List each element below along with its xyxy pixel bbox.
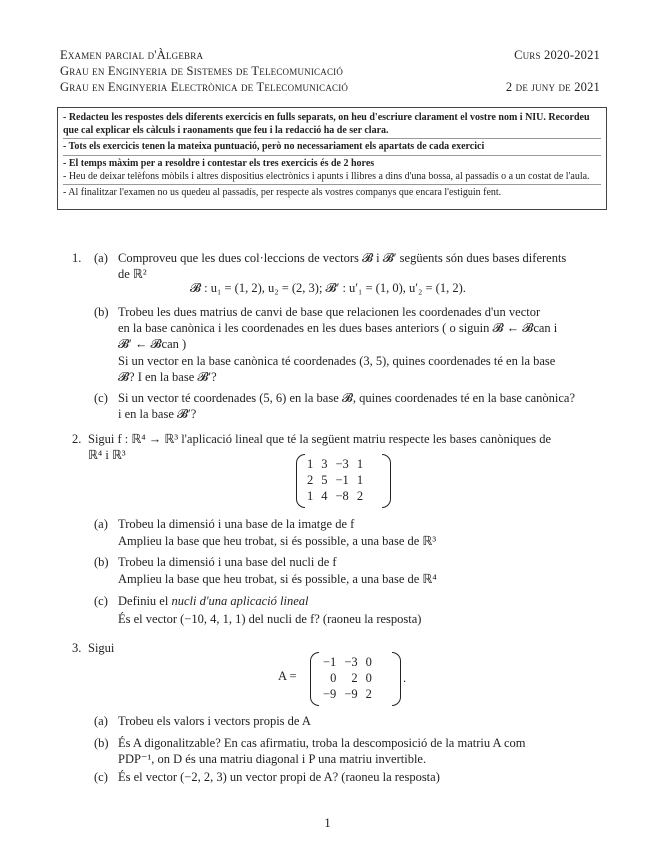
ex2-intro-line1: Sigui f : ℝ⁴ → ℝ³ l'aplicació lineal que té la següent matriu respecte les bases canòniques de xyxy=(88,432,552,446)
matrix-cell: 1 xyxy=(307,489,314,503)
ex1-number: 1. xyxy=(72,251,82,265)
matrix-cell: 2 xyxy=(356,489,364,503)
ex2-matrix-row xyxy=(303,456,367,472)
ex1-a-line1: Comproveu que les dues col·leccions de vectors 𝓑 i 𝓑′ següents són dues bases diferents xyxy=(118,251,567,265)
ex2-c-line2: És el vector (−10, 4, 1, 1) del nucli de f? (raoneu la resposta) xyxy=(118,612,422,626)
matrix-cell: −1 xyxy=(323,655,337,669)
matrix-cell: 0 xyxy=(365,655,372,669)
ex3-period: . xyxy=(403,671,407,685)
ex1-bases-formula: 𝓑 : u₁ = (1, 2), u₂ = (2, 3); 𝓑′ : u′₁ = (1, 0), u′₂ = (1, 2). xyxy=(190,281,466,295)
instruction-1: - Redacteu les respostes dels diferents exercicis en fulls separats, on heu d'escriure clarament el vostre nom i NIU. Recordeu que cal explicar els càlculs i raonaments que feu i la redacció ha de ser clara. xyxy=(63,112,590,137)
matrix-cell: −9 xyxy=(323,687,337,701)
matrix-cell: 0 xyxy=(330,671,337,685)
matrix-cell: −9 xyxy=(344,687,358,701)
matrix-cell: 2 xyxy=(365,687,372,701)
matrix-cell: 2 xyxy=(351,671,358,685)
matrix-cell: 0 xyxy=(365,671,372,685)
ex2-c-label: (c) xyxy=(94,594,108,608)
ex1-c-line1: Si un vector té coordenades (5, 6) en la base 𝓑, quines coordenades té en la base canònica? xyxy=(118,391,576,405)
ex2-b-line2: Amplieu la base que heu trobat, si és possible, a una base de ℝ⁴ xyxy=(118,572,437,586)
ex2-matrix-row xyxy=(303,472,367,488)
ex2-b-line1: Trobeu la dimensió i una base del nucli de f xyxy=(118,555,337,569)
ex3-matrix-right-bracket xyxy=(392,652,401,706)
ex1-b-line3: 𝓑′ ← 𝓑can ) xyxy=(118,337,187,351)
ex2-a-label: (a) xyxy=(94,517,108,531)
matrix-cell: 4 xyxy=(321,489,328,503)
ex1-b-label: (b) xyxy=(94,305,109,319)
ex2-c-line1 xyxy=(118,593,309,609)
ex3-matrix xyxy=(319,654,376,702)
matrix-cell: 1 xyxy=(356,473,364,487)
ex1-b-line4: Si un vector en la base canònica té coordenades (3, 5), quines coordenades té en la base xyxy=(118,354,556,368)
ex2-a-line1: Trobeu la dimensió i una base de la imatge de f xyxy=(118,517,355,531)
ex2-a-line2: Amplieu la base que heu trobat, si és possible, a una base de ℝ³ xyxy=(118,534,437,548)
ex3-b-line2: PDP⁻¹, on D és una matriu diagonal i P una matriu invertible. xyxy=(118,752,427,766)
instruction-5: - Al finalitzar l'examen no us quedeu al passadís, per respecte als vostres companys que encara l'estiguin fent. xyxy=(63,187,502,199)
ex3-b-line1: És A digonalitzable? En cas afirmatiu, troba la descomposició de la matriu A com xyxy=(118,736,526,750)
exam-date: 2 de juny de 2021 xyxy=(505,80,600,94)
course-year: Curs 2020-2021 xyxy=(514,48,600,62)
instructions-box xyxy=(57,107,607,210)
ex3-a-line1: Trobeu els valors i vectors propis de A xyxy=(118,714,311,728)
ex3-intro: Sigui xyxy=(88,641,115,655)
matrix-cell: 3 xyxy=(321,457,328,471)
ex3-matrix-left-bracket xyxy=(310,652,319,706)
ex3-matrix-row xyxy=(319,686,376,702)
ex3-c-line1: És el vector (−2, 2, 3) un vector propi de A? (raoneu la resposta) xyxy=(118,770,440,784)
ex3-b-label: (b) xyxy=(94,736,109,750)
ex2-intro-line2: ℝ⁴ i ℝ³ xyxy=(88,448,126,462)
ex1-b-line5: 𝓑? I en la base 𝓑′? xyxy=(118,370,217,384)
ex1-b-line1: Trobeu les dues matrius de canvi de base que relacionen les coordenades d'un vector xyxy=(118,305,541,319)
degree-2: Grau en Enginyeria Electrònica de Telecomunicació xyxy=(60,80,349,94)
ex2-matrix-right-bracket xyxy=(382,454,391,508)
matrix-cell: 2 xyxy=(307,473,314,487)
degree-1: Grau en Enginyeria de Sistemes de Telecomunicació xyxy=(60,64,344,78)
ex2-number: 2. xyxy=(72,432,82,446)
matrix-cell: −1 xyxy=(335,473,349,487)
ex2-c-line1-text: Definiu el xyxy=(118,594,172,608)
ex3-a-label: (a) xyxy=(94,714,108,728)
ex2-matrix-row xyxy=(303,488,367,504)
ex1-a-label: (a) xyxy=(94,251,108,265)
matrix-cell: 1 xyxy=(307,457,314,471)
ex3-c-label: (c) xyxy=(94,770,108,784)
instruction-4: - Heu de deixar telèfons mòbils i altres dispositius electrònics i apunts i llibres a dins d'una bossa, al passadís o a un costat de l'aula. xyxy=(63,170,590,182)
instruction-3: - El temps màxim per a resoldre i contestar els tres exercicis és de 2 hores xyxy=(63,157,375,169)
ex2-b-label: (b) xyxy=(94,555,109,569)
ex1-a-line2: de ℝ² xyxy=(118,267,147,281)
matrix-cell: −8 xyxy=(335,489,349,503)
ex1-c-line2: i en la base 𝓑′? xyxy=(118,407,197,421)
exam-title: Examen parcial d'Àlgebra xyxy=(60,48,204,62)
ex1-c-label: (c) xyxy=(94,391,108,405)
matrix-cell: −3 xyxy=(335,457,349,471)
matrix-cell: 1 xyxy=(356,457,364,471)
ex3-matrix-row xyxy=(319,654,376,670)
ex2-matrix xyxy=(303,456,367,504)
page-number: 1 xyxy=(324,815,331,830)
ex1-b-line2: en la base canònica i les coordenades en les dues bases anteriors ( o siguin 𝓑 ← 𝓑can i xyxy=(118,321,558,335)
ex2-c-line1-italic: nucli d'una aplicació lineal xyxy=(171,594,309,608)
matrix-cell: −3 xyxy=(344,655,358,669)
ex3-number: 3. xyxy=(72,641,82,655)
instruction-2: - Tots els exercicis tenen la mateixa puntuació, però no necessariament els apartats de cada exercici xyxy=(63,141,485,153)
ex3-matrix-lhs: A = xyxy=(278,669,297,683)
ex3-matrix-row xyxy=(319,670,376,686)
matrix-cell: 5 xyxy=(321,473,328,487)
